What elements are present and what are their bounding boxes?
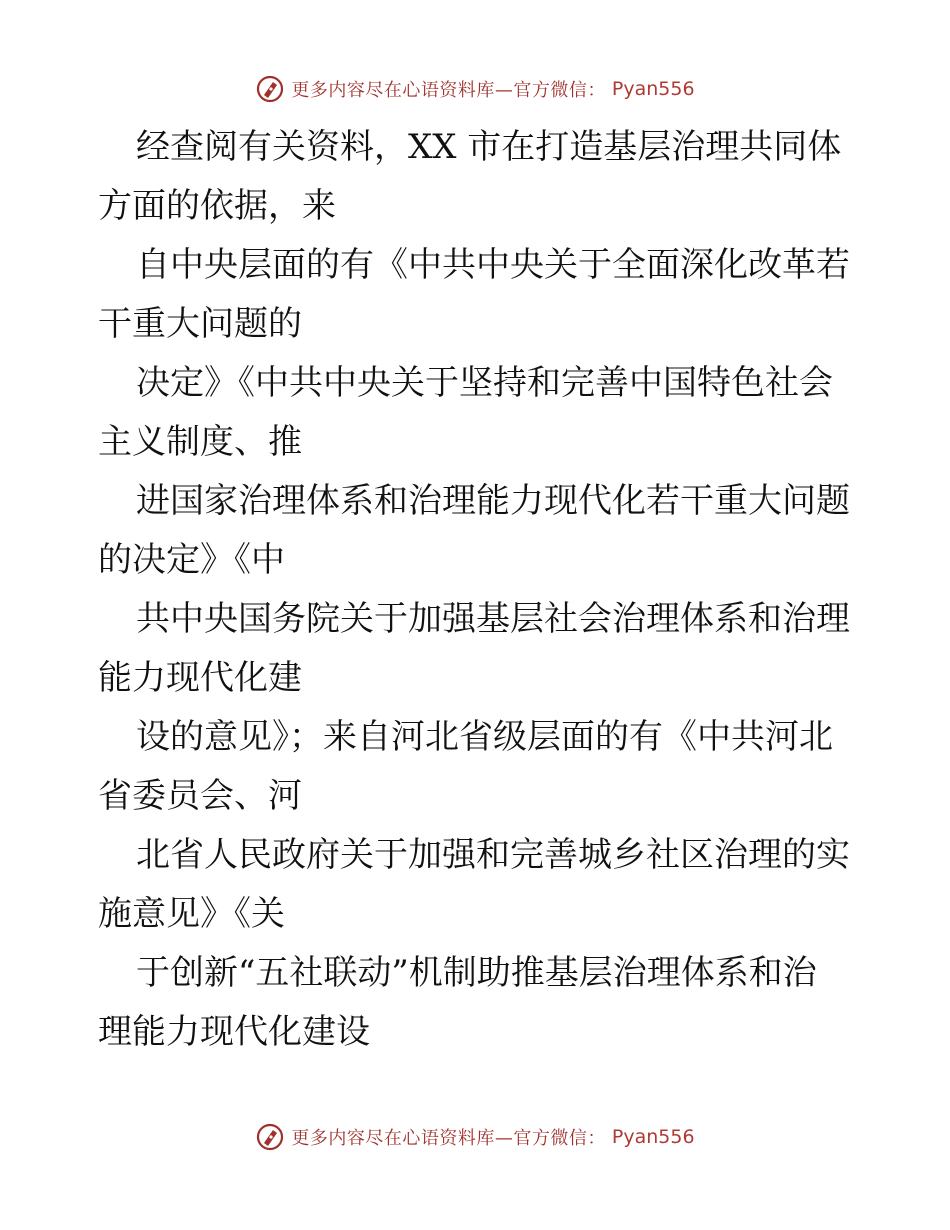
footer-watermark: [0, 1122, 950, 1152]
text-line: 共中央国务院关于加强基层社会治理体系和治理: [136, 599, 850, 639]
watermark-wechat-id: Pyan556: [611, 1126, 695, 1148]
text-line: 北省人民政府关于加强和完善城乡社区治理的实: [136, 835, 850, 875]
text-line: 经查阅有关资料，XX 市在打造基层治理共同体: [136, 127, 842, 167]
pen-nib-circle-icon: [255, 74, 285, 104]
text-line: 设的意见》；来自河北省级层面的有《中共河北: [136, 717, 833, 757]
text-line: 决定》《中共中央关于坚持和完善中国特色社会: [136, 363, 833, 403]
text-line: 干重大问题的: [98, 304, 302, 344]
watermark-wechat-id: Pyan556: [611, 78, 695, 100]
text-line: 省委员会、河: [98, 776, 302, 816]
text-line: 方面的依据，来: [98, 186, 336, 226]
text-line: 施意见》《关: [98, 894, 285, 934]
text-line: 进国家治理体系和治理能力现代化若干重大问题: [136, 481, 850, 521]
text-line: 的决定》《中: [98, 540, 285, 580]
pen-nib-circle-icon: [255, 1122, 285, 1152]
watermark-text: 更多内容尽在心语资料库—官方微信：: [291, 1128, 606, 1149]
text-line: 主义制度、推: [98, 422, 302, 462]
text-line: 于创新“五社联动”机制助推基层治理体系和治: [136, 953, 817, 993]
text-line: 自中央层面的有《中共中央关于全面深化改革若: [136, 245, 850, 285]
text-line: 理能力现代化建设: [98, 1012, 370, 1052]
text-line: 能力现代化建: [98, 658, 302, 698]
watermark-text: 更多内容尽在心语资料库—官方微信：: [291, 80, 606, 101]
document-body: [98, 118, 858, 1062]
header-watermark: [0, 74, 950, 104]
